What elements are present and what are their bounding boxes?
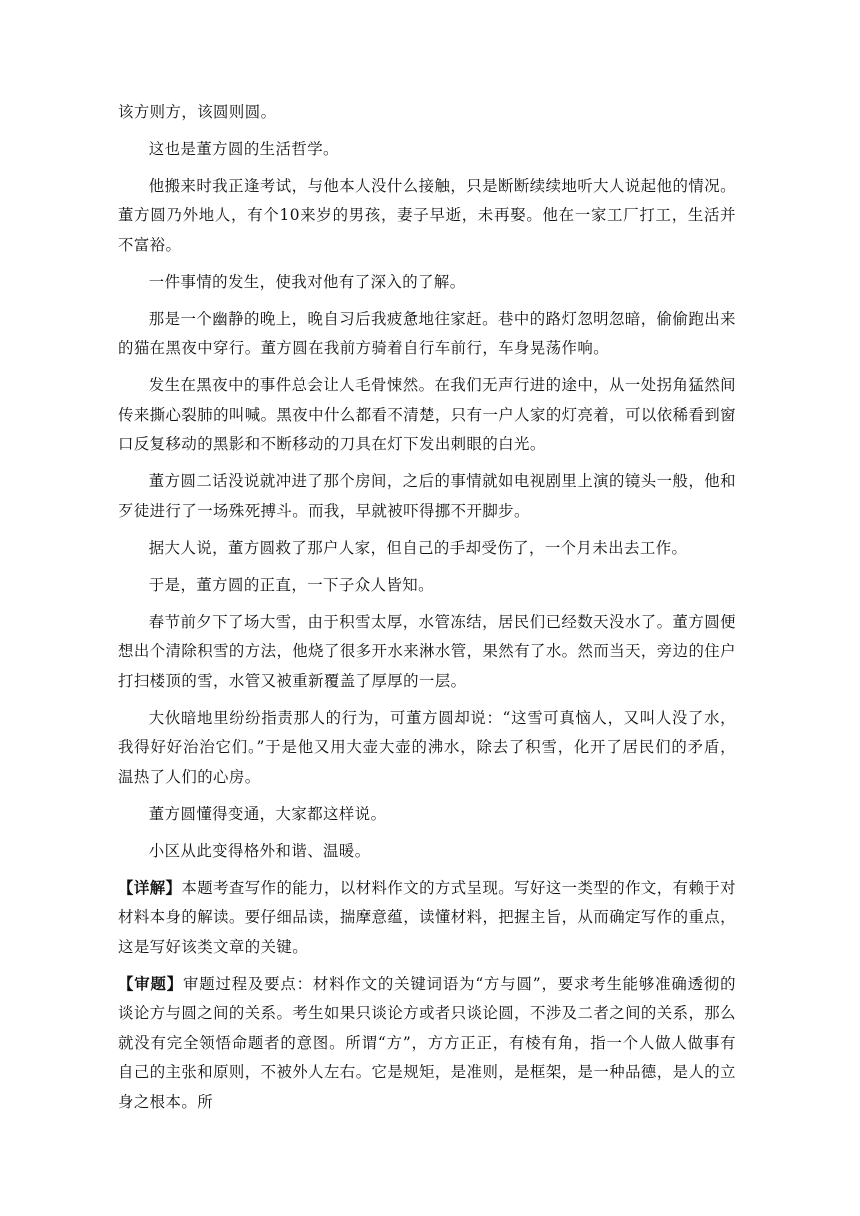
paragraph: 那是一个幽静的晚上，晚自习后我疲惫地往家赶。巷中的路灯忽明忽暗，偷偷跑出来的猫在黑夜中穿行。董方圆在我前方骑着自行车前行，车身晃荡作响。 — [118, 309, 736, 358]
analysis-tag: 【详解】 — [118, 878, 182, 897]
review-text: 审题过程及要点：材料作文的关键词语为“方与圆”，要求考生能够准确透彻的谈论方与圆之间的关系。考生如果只谈论方或者只谈论圆，不涉及二者之间的关系，那么就没有完全领悟命题者的意图。所谓“方”，方方正正，有棱有角，指一个人做人做事有自己的主张和原则，不被外人左右。它是规矩，是准则，是框架，是一种品德，是人的立身之根本。所 — [118, 974, 736, 1111]
analysis-paragraph — [118, 874, 736, 963]
paragraph: 发生在黑夜中的事件总会让人毛骨悚然。在我们无声行进的途中，从一处拐角猛然间传来撕心裂肺的叫喊。黑夜中什么都看不清楚，只有一户人家的灯亮着，可以依稀看到窗口反复移动的黑影和不断移动的刀具在灯下发出刺眼的白光。 — [118, 376, 736, 454]
paragraph: 于是，董方圆的正直，一下子众人皆知。 — [148, 575, 434, 594]
analysis-text: 本题考查写作的能力，以材料作文的方式呈现。写好这一类型的作文，有赖于对材料本身的解读。要仔细品读，揣摩意蕴，读懂材料，把握主旨，从而确定写作的重点，这是写好该类文章的关键。 — [118, 878, 736, 956]
paragraph: 一件事情的发生，使我对他有了深入的了解。 — [148, 272, 466, 291]
paragraph: 他搬来时我正逢考试，与他本人没什么接触，只是断断续续地听大人说起他的情况。董方圆乃外地人，有个10来岁的男孩，妻子早逝，未再娶。他在一家工厂打工，生活并不富裕。 — [118, 176, 736, 254]
review-paragraph — [118, 970, 736, 1118]
paragraph: 该方则方，该圆则圆。 — [118, 103, 277, 121]
paragraph: 大伙暗地里纷纷指责那人的行为，可董方圆却说：“这雪可真恼人，又叫人没了水，我得好好治治它们。”于是他又用大壶大壶的沸水，除去了积雪，化开了居民们的矛盾，温热了人们的心房。 — [118, 708, 736, 786]
paragraph: 小区从此变得格外和谐、温暖。 — [148, 841, 371, 860]
paragraph: 据大人说，董方圆救了那户人家，但自己的手却受伤了，一个月未出去工作。 — [148, 538, 688, 557]
paragraph: 董方圆懂得变通，大家都这样说。 — [148, 804, 387, 823]
document-body — [118, 98, 736, 1125]
paragraph: 这也是董方圆的生活哲学。 — [148, 139, 339, 158]
review-tag: 【审题】 — [118, 974, 183, 993]
paragraph: 春节前夕下了场大雪，由于积雪太厚，水管冻结，居民们已经数天没水了。董方圆便想出个清除积雪的方法，他烧了很多开水来淋水管，果然有了水。然而当天，旁边的住户打扫楼顶的雪，水管又被重新覆盖了厚厚的一层。 — [118, 612, 736, 690]
paragraph: 董方圆二话没说就冲进了那个房间，之后的事情就如电视剧里上演的镜头一般，他和歹徒进行了一场殊死搏斗。而我，早就被吓得挪不开脚步。 — [118, 472, 736, 520]
